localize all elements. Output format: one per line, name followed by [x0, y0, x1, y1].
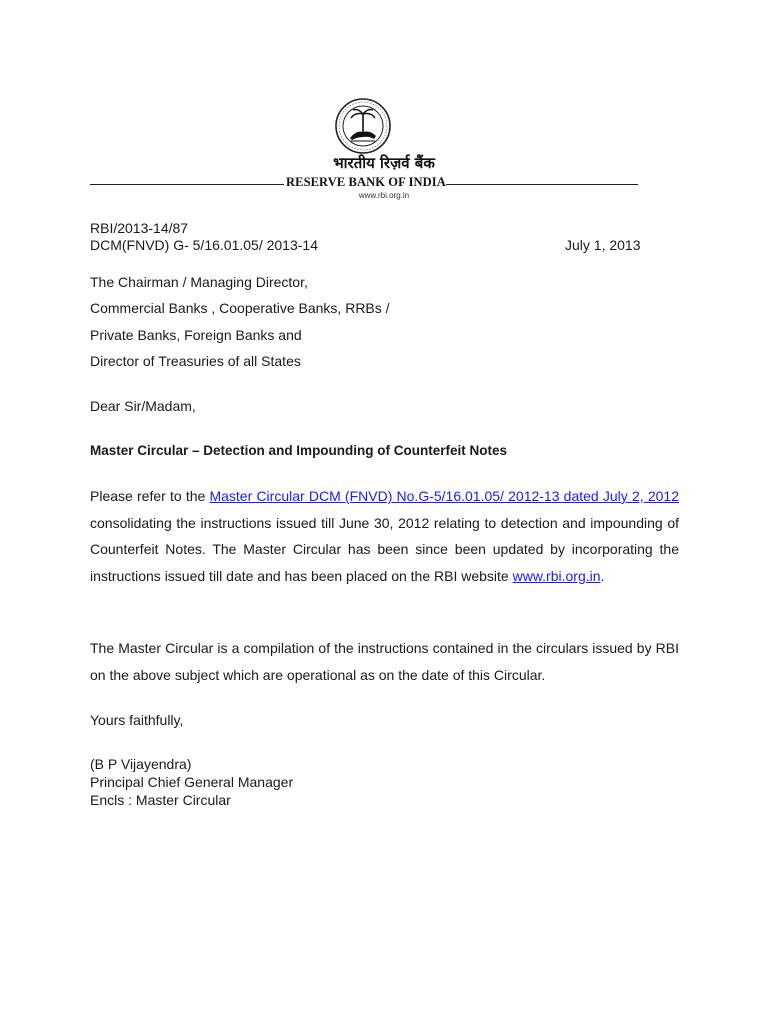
- para1-text: .: [600, 567, 605, 584]
- salutation: Dear Sir/Madam,: [90, 398, 196, 414]
- closing: Yours faithfully,: [90, 712, 184, 728]
- letterhead-rule: [90, 175, 638, 189]
- para1-text: Please refer to the: [90, 488, 210, 504]
- addressee-line: Private Banks, Foreign Banks and: [90, 327, 302, 343]
- letter-subject: Master Circular – Detection and Impounding of Counterfeit Notes: [90, 443, 508, 458]
- rbi-website-link[interactable]: www.rbi.org.in: [512, 567, 601, 584]
- addressee-line: The Chairman / Managing Director,: [90, 274, 308, 290]
- signatory-designation: Principal Chief General Manager: [90, 774, 294, 790]
- letterhead-english-name: RESERVE BANK OF INDIA: [286, 175, 446, 189]
- rbi-emblem-logo: [333, 96, 393, 156]
- para1-text: consolidating the instructions issued till June 30, 2012 relating to detection and impounding of Counterfeit Notes. The Master Circular has been since been updated by incorporating the instructions issued till date and has been placed on the RBI website: [90, 514, 679, 584]
- enclosure-note: Encls : Master Circular: [90, 792, 231, 808]
- letter-date: July 1, 2013: [565, 237, 641, 253]
- right-rule-line: [446, 184, 638, 185]
- body-paragraph-1: [90, 483, 679, 589]
- letterhead-website: www.rbi.org.in: [358, 191, 410, 200]
- left-rule-line: [90, 184, 284, 185]
- addressee-line: Director of Treasuries of all States: [90, 353, 301, 369]
- circular-number: RBI/2013-14/87: [90, 220, 189, 236]
- body-paragraph-2: The Master Circular is a compilation of the instructions contained in the circulars issued by RBI on the above subject which are operational as on the date of this Circular.: [90, 640, 679, 683]
- department-reference: DCM(FNVD) G- 5/16.01.05/ 2013-14: [90, 237, 318, 253]
- master-circular-2012-link[interactable]: Master Circular DCM (FNVD) No.G-5/16.01.05/ 2012-13 dated July 2, 2012: [209, 488, 679, 504]
- signatory-name: (B P Vijayendra): [90, 756, 192, 772]
- addressee-line: Commercial Banks , Cooperative Banks, RRBs /: [90, 300, 390, 316]
- letterhead-hindi-name: भारतीय रिज़र्व बैंक: [333, 154, 435, 172]
